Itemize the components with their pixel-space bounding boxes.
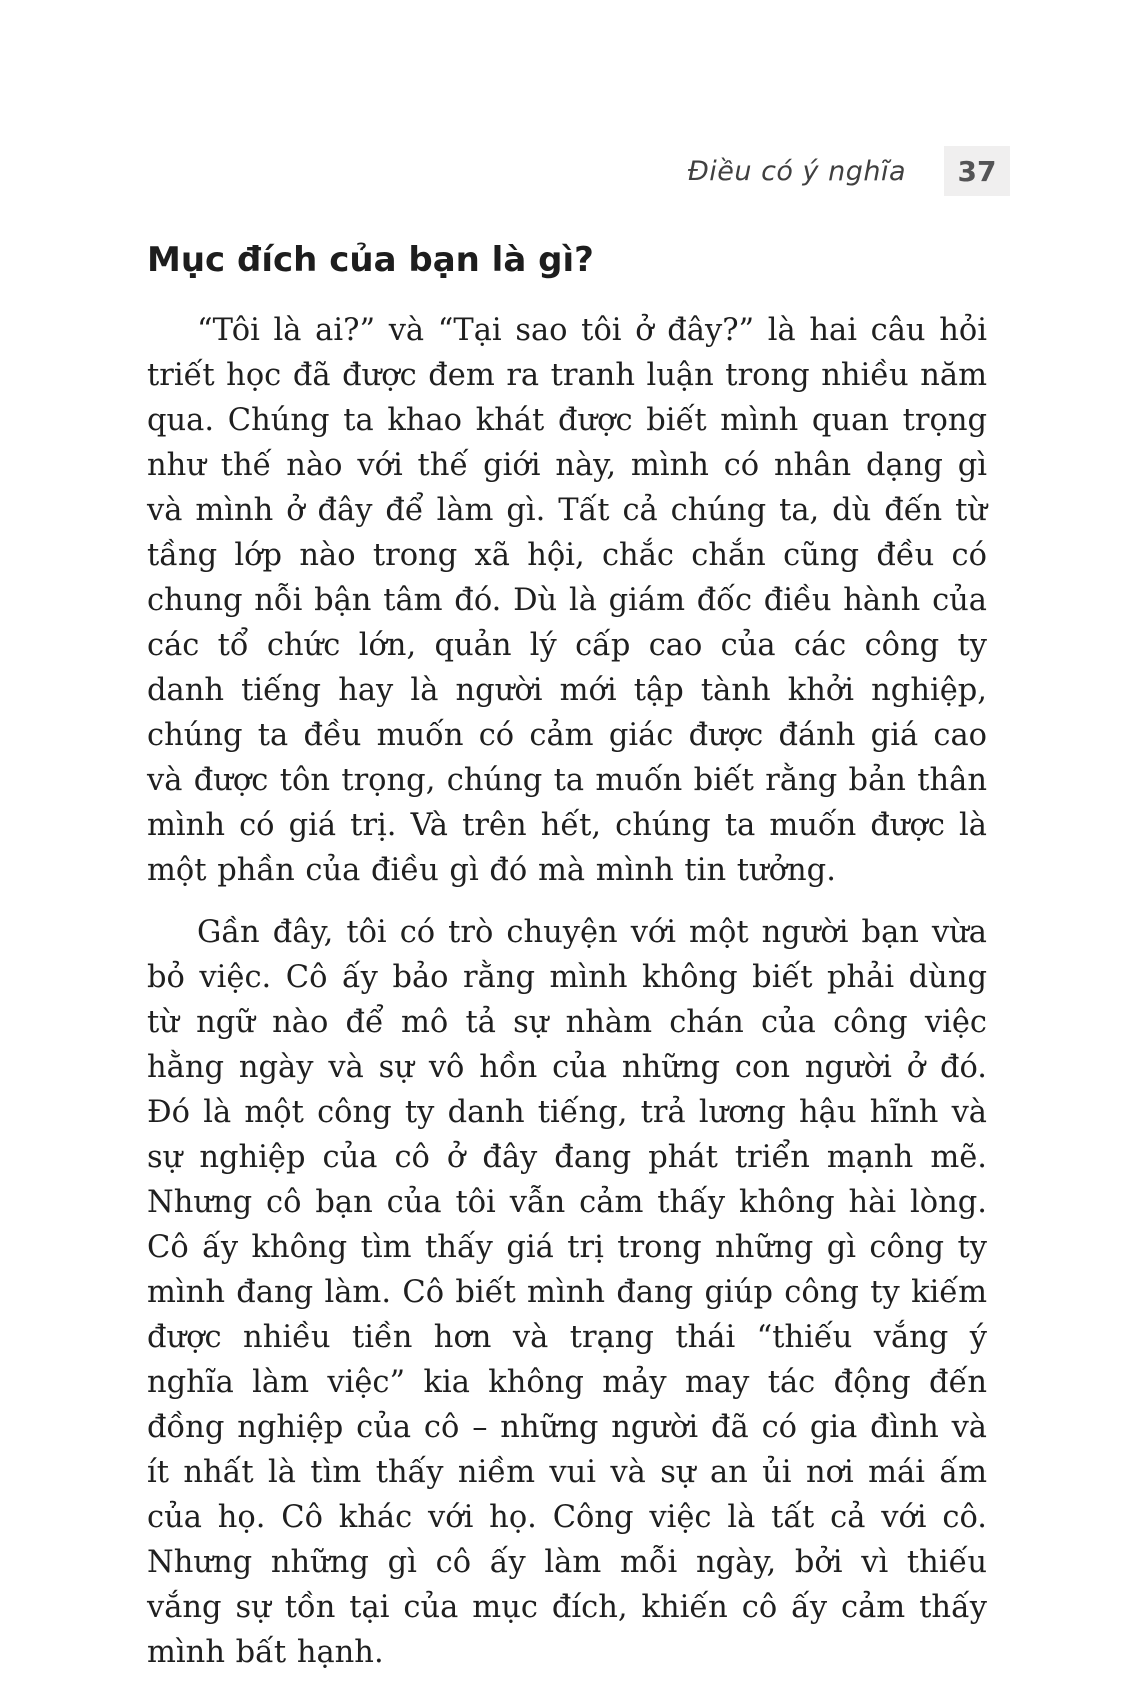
running-header [147, 146, 1010, 196]
section-heading: Mục đích của bạn là gì? [147, 240, 594, 280]
running-title: Điều có ý nghĩa [687, 155, 906, 187]
page-content [147, 240, 987, 1692]
page-number-badge: 37 [944, 146, 1010, 196]
body-paragraph-2: Gần đây, tôi có trò chuyện với một người bạn vừa bỏ việc. Cô ấy bảo rằng mình không biết phải dùng từ ngữ nào để mô tả sự nhàm chán của công việc hằng ngày và sự vô hồn của những con người ở đó. Đó là một công ty danh tiếng, trả lương hậu hĩnh và sự nghiệp của cô ở đây đang phát triển mạnh mẽ. Nhưng cô bạn của tôi vẫn cảm thấy không hài lòng. Cô ấy không tìm thấy giá trị trong những gì công ty mình đang làm. Cô biết mình đang giúp công ty kiếm được nhiều tiền hơn và trạng thái “thiếu vắng ý nghĩa làm việc” kia không mảy may tác động đến đồng nghiệp của cô – những người đã có gia đình và ít nhất là tìm thấy niềm vui và sự an ủi nơi mái ấm của họ. Cô khác với họ. Công việc là tất cả với cô. Nhưng những gì cô ấy làm mỗi ngày, bởi vì thiếu vắng sự tồn tại của mục đích, khiến cô ấy cảm thấy mình bất hạnh. [147, 915, 987, 1670]
body-paragraph-1: “Tôi là ai?” và “Tại sao tôi ở đây?” là hai câu hỏi triết học đã được đem ra tranh luận trong nhiều năm qua. Chúng ta khao khát được biết mình quan trọng như thế nào với thế giới này, mình có nhân dạng gì và mình ở đây để làm gì. Tất cả chúng ta, dù đến từ tầng lớp nào trong xã hội, chắc chắn cũng đều có chung nỗi bận tâm đó. Dù là giám đốc điều hành của các tổ chức lớn, quản lý cấp cao của các công ty danh tiếng hay là người mới tập tành khởi nghiệp, chúng ta đều muốn có cảm giác được đánh giá cao và được tôn trọng, chúng ta muốn biết rằng bản thân mình có giá trị. Và trên hết, chúng ta muốn được là một phần của điều gì đó mà mình tin tưởng. [147, 313, 987, 888]
